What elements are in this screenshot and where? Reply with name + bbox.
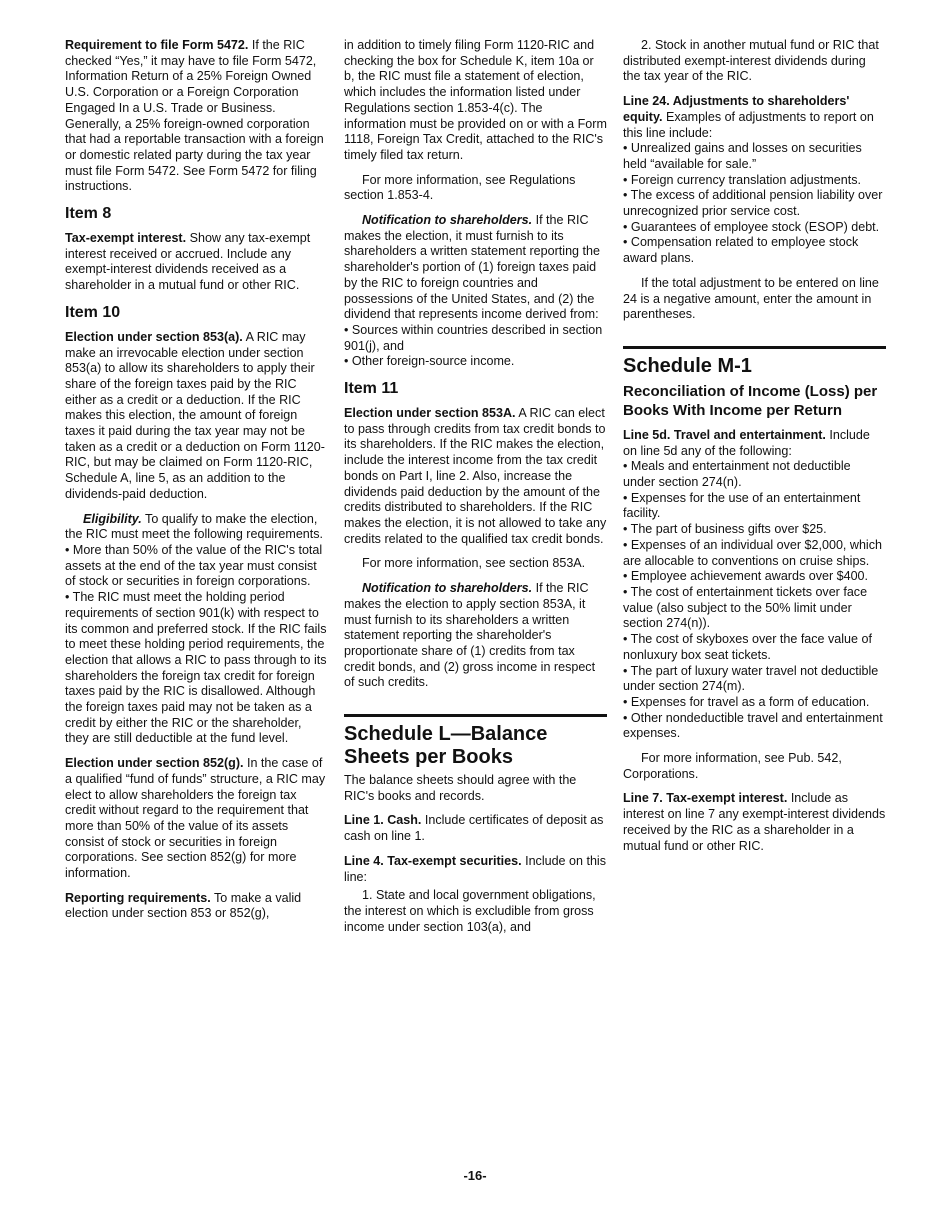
paragraph bbox=[65, 231, 328, 294]
paragraph-text: If the RIC makes the election to apply section 853A, it must furnish to its shareholders a written statement reporting the shareholder's proportionate share of (1) credits from tax credit bonds, and (2) gross income in respect of such credits. bbox=[344, 581, 596, 690]
paragraph-text: To qualify to make the election, the RIC must meet the following requirements. bbox=[65, 511, 324, 542]
paragraph bbox=[65, 512, 328, 543]
run-in-heading: Election under section 853A. bbox=[344, 406, 516, 421]
column-2 bbox=[344, 38, 607, 935]
paragraph bbox=[344, 213, 607, 323]
item-11-heading: Item 11 bbox=[344, 380, 399, 398]
paragraph: For more information, see Regulations section 1.853-4. bbox=[344, 172, 576, 203]
paragraph: The balance sheets should agree with the RIC's books and records. bbox=[344, 773, 577, 803]
paragraph-text: If the RIC checked “Yes,” it may have to file Form 5472, Information Return of a 25% Foreign Owned U.S. Corporation or a Foreign Corporation Engaged In a U.S. Trade or Business. Generally, a 25% foreign-owned corporation that had a reportable transaction with a foreign or domestic related party during the tax year must file Form 5472. See Form 5472 for filing instructions. bbox=[65, 38, 324, 194]
paragraph bbox=[344, 813, 607, 844]
paragraph bbox=[623, 791, 886, 854]
bullet-item: • The part of luxury water travel not deductible under section 274(m). bbox=[623, 663, 879, 694]
schedule-m1-heading: Schedule M-1 bbox=[623, 346, 886, 378]
run-in-heading: Eligibility. bbox=[83, 511, 142, 526]
run-in-heading: Requirement to file Form 5472. bbox=[65, 38, 249, 52]
run-in-heading: Reporting requirements. bbox=[65, 890, 211, 905]
run-in-heading: Election under section 852(g). bbox=[65, 756, 244, 771]
paragraph-text: Include on this line: bbox=[344, 853, 606, 884]
paragraph-text: A RIC may make an irrevocable election under section 853(a) to allow its shareholders to apply their share of the foreign taxes paid by the RIC either as a credit or a deduction. If the RIC makes this election, the amount of foreign taxes it paid during the tax year may not be taken as a credit or a deduction on Form 1120-RIC, but may be claimed on Form 1120-RIC, Schedule A, line 5, as an addition to the dividends-paid deduction. bbox=[65, 329, 325, 501]
paragraph: in addition to timely filing Form 1120-RIC and checking the box for Schedule K, item 10a or b, the RIC must file a statement of election, which includes the information listed under Regulations section 1.853-4(c). The information must be provided on or with a Form 1118, Foreign Tax Credit, attached to the RIC's timely filed tax return. bbox=[344, 38, 607, 162]
paragraph bbox=[65, 330, 328, 503]
paragraph: For more information, see section 853A. bbox=[362, 556, 586, 571]
paragraph bbox=[623, 428, 886, 459]
paragraph bbox=[623, 94, 886, 141]
bullet-item: • The RIC must meet the holding period requirements of section 901(k) with respect to its common and preferred stock. If the RIC fails to meet these holding period requirements, the election that allows a RIC to pass through to its shareholders the foreign tax credit for foreign taxes paid by the RIC is disallowed. Although the foreign taxes paid may not be taken as a credit by either the RIC or the shareholder, they are still deductible at the fund level. bbox=[65, 590, 327, 746]
paragraph: If the total adjustment to be entered on line 24 is a negative amount, enter the amount in parentheses. bbox=[623, 275, 879, 322]
bullet-item: • Other foreign-source income. bbox=[344, 354, 515, 369]
paragraph bbox=[344, 854, 607, 885]
item-8-heading: Item 8 bbox=[65, 205, 112, 223]
item-10-heading: Item 10 bbox=[65, 303, 121, 321]
numbered-item: 1. State and local government obligations, the interest on which is excludible from gross income under section 103(a), and bbox=[344, 888, 596, 934]
paragraph-text: Include certificates of deposit as cash on line 1. bbox=[344, 813, 604, 844]
bullet-item: • More than 50% of the value of the RIC's total assets at the end of the tax year must consist of stock or securities in foreign corporations. bbox=[65, 542, 323, 589]
bullet-item: • The cost of entertainment tickets over face value (also subject to the 50% limit under section 274(n)). bbox=[623, 584, 868, 631]
column-3 bbox=[623, 38, 886, 863]
bullet-item: • Expenses for the use of an entertainment facility. bbox=[623, 490, 861, 521]
bullet-item: • The excess of additional pension liability over unrecognized prior service cost. bbox=[623, 188, 883, 219]
paragraph bbox=[65, 756, 328, 882]
bullet-item: • Meals and entertainment not deductible under section 274(n). bbox=[623, 459, 851, 490]
bullet-item: • Compensation related to employee stock award plans. bbox=[623, 235, 859, 266]
paragraph-text: Include as interest on line 7 any exempt-interest dividends received by the RIC as a shareholder in a mutual fund or other RIC. bbox=[623, 791, 886, 853]
bullet-item: • Employee achievement awards over $400. bbox=[623, 569, 869, 584]
run-in-heading: Line 5d. Travel and entertainment. bbox=[623, 427, 826, 442]
bullet-item: • Foreign currency translation adjustments. bbox=[623, 172, 862, 187]
bullet-item: • Guarantees of employee stock (ESOP) debt. bbox=[623, 219, 880, 234]
paragraph-text: If the RIC makes the election, it must furnish to its shareholders a written statement reporting the shareholder's portion of (1) foreign taxes paid by the RIC to foreign countries and possessions of the United States, and (2) the dividend that represents income derived from: bbox=[344, 213, 600, 322]
run-in-heading: Line 4. Tax-exempt securities. bbox=[344, 853, 522, 868]
column-1 bbox=[65, 38, 328, 931]
paragraph-text: Include on line 5d any of the following: bbox=[623, 427, 870, 458]
bullet-item: • Sources within countries described in section 901(j), and bbox=[344, 322, 603, 353]
bullet-item: • Unrealized gains and losses on securities held “available for sale.” bbox=[623, 141, 862, 171]
paragraph-text: A RIC can elect to pass through credits from tax credit bonds to its shareholders. If the RIC makes the election, include the interest income from the tax credit bonds on Part I, line 2. Also, increase the dividends paid deduction by the amount of the credits distributed to shareholders. If the RIC makes the election, it is not allowed to take any credits related to the qualified tax credit bonds. bbox=[344, 406, 607, 546]
bullet-item: • Other nondeductible travel and entertainment expenses. bbox=[623, 710, 883, 741]
bullet-item: • Expenses of an individual over $2,000, which are allocable to conventions on cruise ships. bbox=[623, 537, 882, 568]
paragraph-text: To make a valid election under section 853 or 852(g), bbox=[65, 890, 302, 921]
paragraph bbox=[65, 891, 328, 922]
bullet-item: • The cost of skyboxes over the face value of nonluxury box seat tickets. bbox=[623, 632, 872, 662]
run-in-heading: Line 24. Adjustments to shareholders' equity. bbox=[623, 94, 850, 124]
bullet-item: • Expenses for travel as a form of education. bbox=[623, 694, 870, 709]
paragraph: For more information, see Pub. 542, Corporations. bbox=[623, 751, 842, 781]
paragraph-text: Show any tax-exempt interest received or accrued. Include any exempt-interest dividends received as a shareholder in a mutual fund or other RIC. bbox=[65, 231, 311, 293]
reconciliation-subheading: Reconciliation of Income (Loss) per Books With Income per Return bbox=[623, 382, 878, 419]
paragraph-text: Examples of adjustments to report on this line include: bbox=[623, 109, 874, 140]
run-in-heading: Notification to shareholders. bbox=[362, 581, 533, 596]
paragraph bbox=[344, 406, 607, 547]
run-in-heading: Line 1. Cash. bbox=[344, 813, 422, 828]
paragraph bbox=[344, 581, 607, 691]
numbered-item: 2. Stock in another mutual fund or RIC that distributed exempt-interest dividends during the tax year of the RIC. bbox=[623, 38, 879, 84]
run-in-heading: Line 7. Tax-exempt interest. bbox=[623, 791, 788, 806]
bullet-item: • The part of business gifts over $25. bbox=[623, 522, 827, 537]
run-in-heading: Tax-exempt interest. bbox=[65, 231, 187, 246]
page-number: -16- bbox=[463, 1168, 487, 1183]
run-in-heading: Election under section 853(a). bbox=[65, 329, 243, 344]
schedule-l-heading: Schedule L—Balance Sheets per Books bbox=[344, 714, 607, 769]
paragraph-text: In the case of a qualified “fund of funds” structure, a RIC may elect to allow shareholders the foreign tax credit without regard to the requirement that more than 50% of the value of its assets consist of stock or securities in foreign corporations. See section 852(g) for more information. bbox=[65, 756, 326, 881]
paragraph bbox=[65, 38, 328, 195]
run-in-heading: Notification to shareholders. bbox=[362, 213, 533, 228]
